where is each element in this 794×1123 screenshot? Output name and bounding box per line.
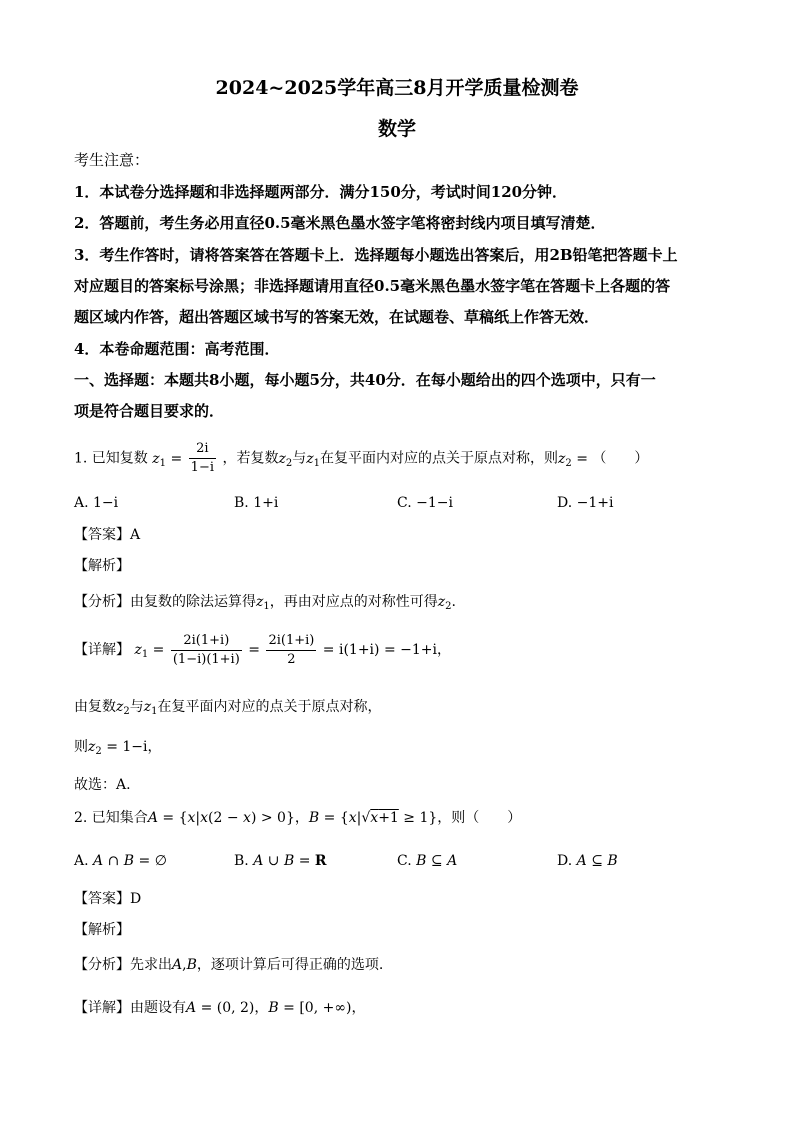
q2-suffix: ，则（ ） xyxy=(437,810,522,826)
q1-option-b: B. 1+i xyxy=(234,495,279,511)
q1-rel1: 与 xyxy=(292,450,307,467)
section-heading-cont: 项是符合题目要求的． xyxy=(74,402,225,420)
q2-option-b: B. A ∪ B = R xyxy=(234,853,327,869)
q1-fenxi-text: 【分析】由复数的除法运算得 xyxy=(74,594,256,610)
q2-middle: ， xyxy=(294,810,309,826)
q1-step3: 则$z_2 = 1-i$， xyxy=(74,739,162,757)
q2-xiangjie-text: 【详解】由题设有 xyxy=(74,1000,186,1016)
notice-item: 2．答题前，考生务必用直径0.5毫米黑色墨水签字笔将密封线内项目填写清楚． xyxy=(74,214,606,232)
q1-step2a: 由复数 xyxy=(74,699,116,715)
q2-fenxi-text2: ，逐项计算后可得正确的选项. xyxy=(196,957,384,973)
q1-prefix: 1. 已知复数 xyxy=(74,450,148,467)
q1-derivation: $z_1$ = $\frac{2i(1+i)}{(1-i)(1+i)}$ = $\frac{2i(1+i)}{2}$ = i(1+i) = −1+i xyxy=(134,632,437,667)
q1-option-a: A. 1−i xyxy=(74,495,119,511)
subject-title: 数学 xyxy=(377,118,416,140)
q2-fenxi-text: 【分析】先求出 xyxy=(74,957,172,973)
notice-item: 对应题目的答案标号涂黑；非选择题请用直径0.5毫米黑色墨水签字笔在答题卡上各题的答 xyxy=(74,277,671,295)
q1-step2c: 在复平面内对应的点关于原点对称， xyxy=(157,699,382,715)
q2-option-a: A. A ∩ B = ∅ xyxy=(74,853,167,869)
q1-step2b: 与 xyxy=(129,699,144,715)
notice-item: 3．考生作答时，请将答案答在答题卡上．选择题每小题选出答案后，用2B铅笔把答题卡上 xyxy=(74,246,678,264)
q2-option-d: D. A ⊆ B xyxy=(557,853,618,869)
q1-rel2: 在复平面内对应的点关于原点对称，则 xyxy=(319,450,558,467)
question-1: 1. 已知复数 $z_1$ = $\frac{2i}{1-i}$ ，若复数$z_2$与$z_1$在复平面内对应的点关于原点对称，则$z_2$ = （ ） xyxy=(74,441,649,475)
q1-analysis-tag: 【解析】 xyxy=(74,558,130,574)
q1-xiangjie-tag: 【详解】 xyxy=(74,642,130,658)
q1-xiangjie: 【详解】 $z_1$ = $\frac{2i(1+i)}{(1-i)(1+i)}$ = $\frac{2i(1+i)}{2}$ = i(1+i) = −1+i， xyxy=(74,632,451,667)
q2-prefix: 2. 已知集合 xyxy=(74,810,148,826)
q1-step2: 由复数$z_2$与$z_1$在复平面内对应的点关于原点对称， xyxy=(74,699,382,717)
q1-step3-text: 则 xyxy=(74,739,88,755)
q2-xiangjie: 【详解】由题设有A = (0, 2)，B = [0, +∞)， xyxy=(74,1000,366,1016)
page-title: 2024~2025学年高三8月开学质量检测卷 xyxy=(215,77,579,99)
notice-item: 4．本卷命题范围：高考范围． xyxy=(74,340,280,358)
q1-bracket: （ ） xyxy=(592,450,649,467)
q2-fenxi: 【分析】先求出A,B，逐项计算后可得正确的选项. xyxy=(74,957,384,973)
notice-item: 题区域内作答，超出答题区域书写的答案无效，在试题卷、草稿纸上作答无效． xyxy=(74,308,600,326)
q1-conclusion: 故选：A. xyxy=(74,777,131,793)
q1-z1-def: $z_1$ = $\frac{2i}{1-i}$ xyxy=(152,441,214,475)
q2-set-b: B xyxy=(308,810,320,826)
q1-answer: 【答案】A xyxy=(74,527,141,543)
question-2: 2. 已知集合A = {x|x(2 − x) > 0}，B = {x|√x+1 ≥ 1}，则（ ） xyxy=(74,810,522,826)
q1-fenxi: 【分析】由复数的除法运算得$z_1$，再由对应点的对称性可得$z_2$. xyxy=(74,594,456,612)
q1-middle: ，若复数 xyxy=(222,450,279,467)
notice-heading: 考生注意： xyxy=(74,151,150,169)
q2-answer: 【答案】D xyxy=(74,891,142,907)
section-heading: 一、选择题：本题共8小题，每小题5分，共40分．在每小题给出的四个选项中，只有一 xyxy=(74,371,656,389)
q1-fenxi-text2: ，再由对应点的对称性可得 xyxy=(269,594,438,610)
q1-option-d: D. −1+i xyxy=(557,495,614,511)
q2-analysis-tag: 【解析】 xyxy=(74,922,130,938)
notice-item: 1．本试卷分选择题和非选择题两部分．满分150分，考试时间120分钟． xyxy=(74,183,568,201)
q1-option-c: C. −1−i xyxy=(397,495,453,511)
q2-option-c: C. B ⊆ A xyxy=(397,853,458,869)
q2-set-a: A xyxy=(147,810,158,826)
